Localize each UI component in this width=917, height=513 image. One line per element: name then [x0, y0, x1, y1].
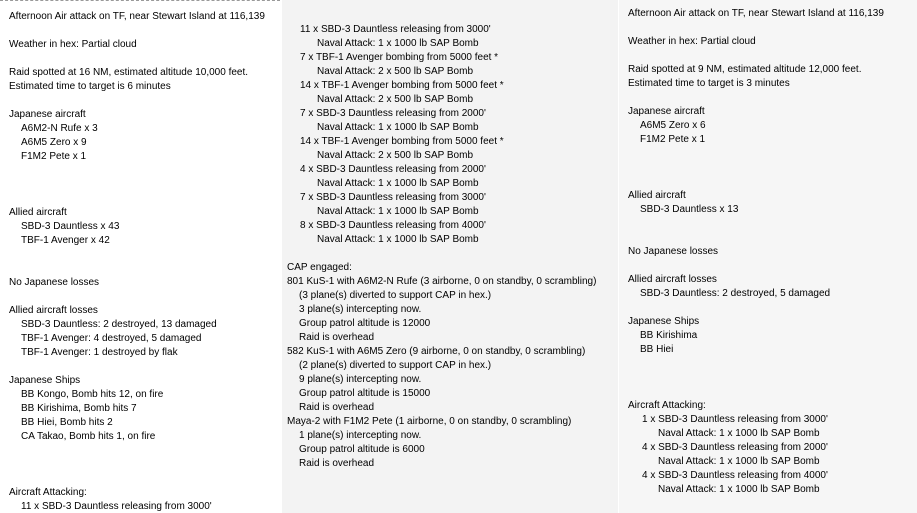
cap-detail-line: (3 plane(s) diverted to support CAP in hex.) — [299, 290, 492, 301]
attack-entry: 8 x SBD-3 Dauntless releasing from 4000' — [300, 220, 486, 231]
cap-detail-line: Group patrol altitude is 6000 — [299, 444, 425, 455]
naval-attack-line: Naval Attack: 1 x 1000 lb SAP Bomb — [317, 206, 479, 217]
ship-entry: BB Kirishima, Bomb hits 7 — [21, 403, 137, 414]
attack-entry: 14 x TBF-1 Avenger bombing from 5000 feet * — [300, 136, 504, 147]
attack-entry: 4 x SBD-3 Dauntless releasing from 4000' — [642, 470, 828, 481]
cap-group-line: 801 KuS-1 with A6M2-N Rufe (3 airborne, 0 on standby, 0 scrambling) — [287, 276, 597, 287]
naval-attack-line: Naval Attack: 1 x 1000 lb SAP Bomb — [317, 122, 479, 133]
section-heading: Allied aircraft losses — [9, 305, 98, 316]
naval-attack-line: Naval Attack: 1 x 1000 lb SAP Bomb — [658, 428, 820, 439]
cap-detail-line: Group patrol altitude is 15000 — [299, 388, 431, 399]
losses-line: No Japanese losses — [9, 277, 100, 288]
naval-attack-line: Naval Attack: 1 x 1000 lb SAP Bomb — [317, 38, 479, 49]
aircraft-entry: A6M5 Zero x 9 — [21, 137, 87, 148]
raid-spotted-line: Raid spotted at 9 NM, estimated altitude 12,000 feet. — [628, 64, 862, 75]
ship-entry: BB Kirishima — [640, 330, 698, 341]
weather-line: Weather in hex: Partial cloud — [628, 36, 756, 47]
report-title: Afternoon Air attack on TF, near Stewart Island at 116,139 — [628, 8, 884, 19]
loss-entry: SBD-3 Dauntless: 2 destroyed, 5 damaged — [640, 288, 831, 299]
loss-entry: TBF-1 Avenger: 1 destroyed by flak — [21, 347, 178, 358]
section-heading: Allied aircraft — [9, 207, 67, 218]
ship-entry: BB Hiei — [640, 344, 674, 355]
ship-entry: BB Hiei, Bomb hits 2 — [21, 417, 113, 428]
naval-attack-line: Naval Attack: 2 x 500 lb SAP Bomb — [317, 66, 474, 77]
aircraft-entry: TBF-1 Avenger x 42 — [21, 235, 110, 246]
cap-detail-line: Raid is overhead — [299, 402, 375, 413]
attack-entry: 7 x SBD-3 Dauntless releasing from 2000' — [300, 108, 486, 119]
aircraft-entry: A6M2-N Rufe x 3 — [21, 123, 98, 134]
time-to-target-line: Estimated time to target is 6 minutes — [9, 81, 171, 92]
section-heading: Aircraft Attacking: — [9, 487, 87, 498]
attack-entry: 11 x SBD-3 Dauntless releasing from 3000' — [300, 24, 491, 35]
naval-attack-line: Naval Attack: 2 x 500 lb SAP Bomb — [317, 150, 474, 161]
attack-entry: 14 x TBF-1 Avenger bombing from 5000 feet * — [300, 80, 504, 91]
section-heading: Japanese aircraft — [9, 109, 86, 120]
attack-entry: 11 x SBD-3 Dauntless releasing from 3000' — [21, 501, 212, 512]
combat-report-panel-left — [0, 0, 280, 513]
cap-detail-line: Raid is overhead — [299, 332, 375, 343]
section-heading: Allied aircraft losses — [628, 274, 717, 285]
cap-detail-line: 1 plane(s) intercepting now. — [299, 430, 422, 441]
attack-entry: 4 x SBD-3 Dauntless releasing from 2000' — [642, 442, 828, 453]
attack-entry: 4 x SBD-3 Dauntless releasing from 2000' — [300, 164, 486, 175]
section-heading: CAP engaged: — [287, 262, 352, 273]
losses-line: No Japanese losses — [628, 246, 719, 257]
section-heading: Japanese aircraft — [628, 106, 705, 117]
cap-detail-line: 9 plane(s) intercepting now. — [299, 374, 422, 385]
attack-entry: 7 x SBD-3 Dauntless releasing from 3000' — [300, 192, 486, 203]
naval-attack-line: Naval Attack: 1 x 1000 lb SAP Bomb — [317, 234, 479, 245]
cap-group-line: 582 KuS-1 with A6M5 Zero (9 airborne, 0 on standby, 0 scrambling) — [287, 346, 586, 357]
attack-entry: 7 x TBF-1 Avenger bombing from 5000 feet * — [300, 52, 499, 63]
raid-spotted-line: Raid spotted at 16 NM, estimated altitude 10,000 feet. — [9, 67, 249, 78]
naval-attack-line: Naval Attack: 1 x 1000 lb SAP Bomb — [317, 178, 479, 189]
cap-detail-line: Group patrol altitude is 12000 — [299, 318, 431, 329]
naval-attack-line: Naval Attack: 1 x 1000 lb SAP Bomb — [658, 456, 820, 467]
section-heading: Japanese Ships — [9, 375, 81, 386]
cap-detail-line: Raid is overhead — [299, 458, 375, 469]
report-title: Afternoon Air attack on TF, near Stewart Island at 116,139 — [9, 11, 265, 22]
loss-entry: SBD-3 Dauntless: 2 destroyed, 13 damaged — [21, 319, 217, 330]
aircraft-entry: SBD-3 Dauntless x 13 — [640, 204, 739, 215]
weather-line: Weather in hex: Partial cloud — [9, 39, 137, 50]
ship-entry: CA Takao, Bomb hits 1, on fire — [21, 431, 156, 442]
section-heading: Aircraft Attacking: — [628, 400, 706, 411]
cap-detail-line: (2 plane(s) diverted to support CAP in hex.) — [299, 360, 492, 371]
naval-attack-line: Naval Attack: 1 x 1000 lb SAP Bomb — [658, 484, 820, 495]
cap-detail-line: 3 plane(s) intercepting now. — [299, 304, 422, 315]
combat-report-panel-right — [619, 0, 917, 513]
aircraft-entry: A6M5 Zero x 6 — [640, 120, 706, 131]
section-heading: Allied aircraft — [628, 190, 686, 201]
loss-entry: TBF-1 Avenger: 4 destroyed, 5 damaged — [21, 333, 202, 344]
aircraft-entry: F1M2 Pete x 1 — [640, 134, 706, 145]
section-heading: Japanese Ships — [628, 316, 700, 327]
aircraft-entry: F1M2 Pete x 1 — [21, 151, 87, 162]
ship-entry: BB Kongo, Bomb hits 12, on fire — [21, 389, 164, 400]
naval-attack-line: Naval Attack: 2 x 500 lb SAP Bomb — [317, 94, 474, 105]
time-to-target-line: Estimated time to target is 3 minutes — [628, 78, 790, 89]
cap-group-line: Maya-2 with F1M2 Pete (1 airborne, 0 on standby, 0 scrambling) — [287, 416, 572, 427]
attack-entry: 1 x SBD-3 Dauntless releasing from 3000' — [642, 414, 828, 425]
combat-report-panel-middle — [282, 0, 618, 513]
aircraft-entry: SBD-3 Dauntless x 43 — [21, 221, 120, 232]
